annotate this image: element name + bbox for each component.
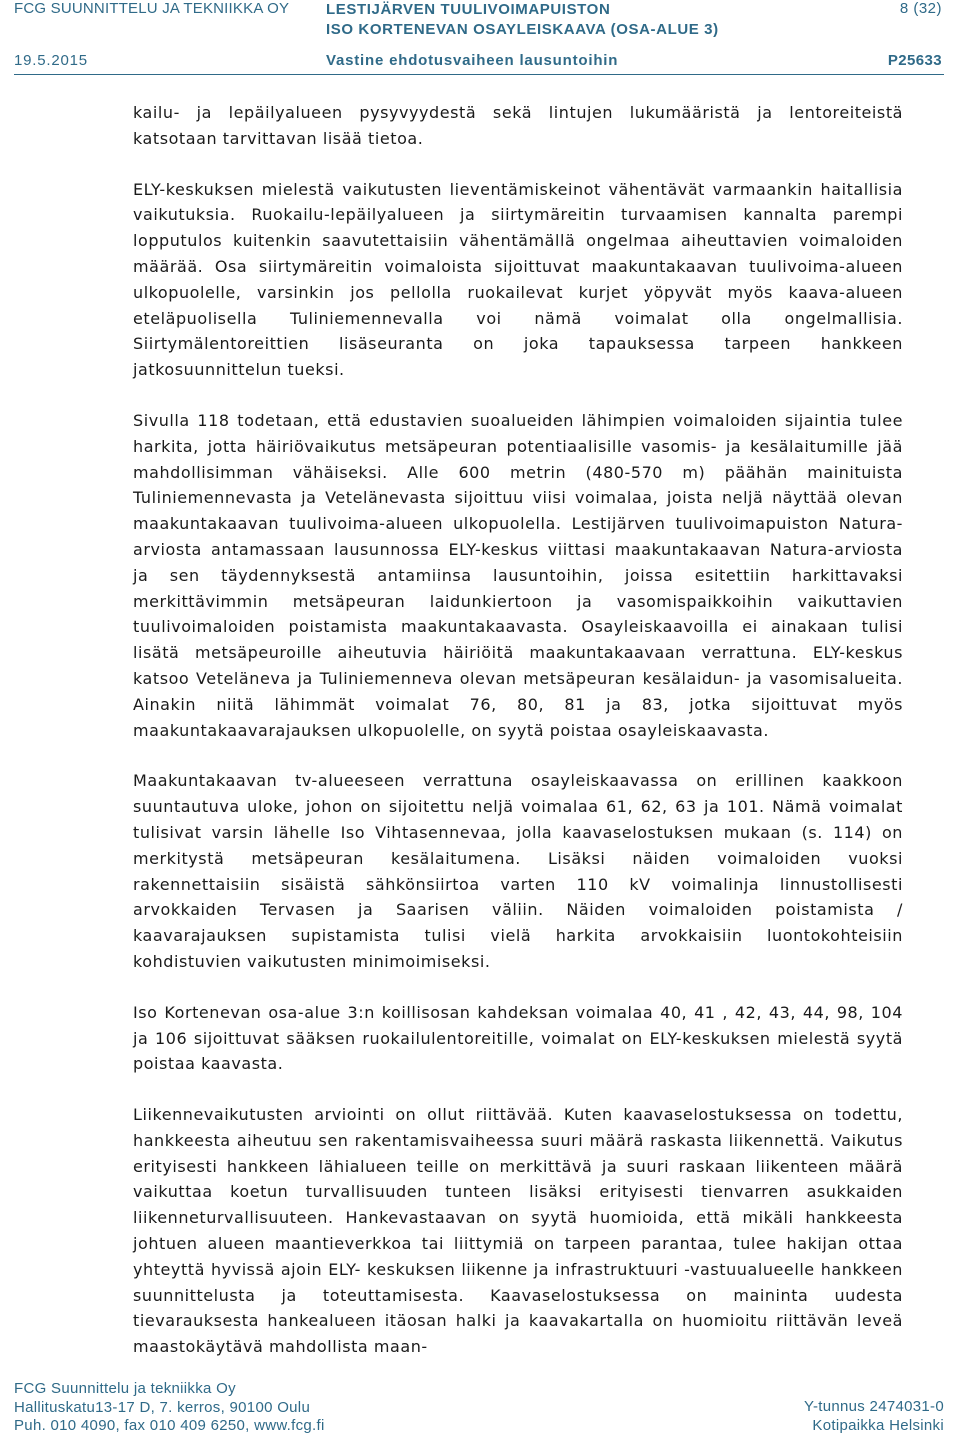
header-subrow <box>14 52 944 75</box>
page-header <box>0 0 960 80</box>
footer-company-info <box>14 1380 325 1436</box>
footer-business-id: Y-tunnus 2474031-0 <box>804 1398 944 1415</box>
header-title-line1: LESTIJÄRVEN TUULIVOIMAPUISTON <box>326 1 611 18</box>
footer-registration <box>804 1398 944 1435</box>
paragraph: Maakuntakaavan tv-alueeseen verrattuna osayleiskaavassa on erillinen kaakkoon suuntautuva uloke, johon on sijoitettu neljä voimalaa 61, 62, 63 ja 101. Nämä voimalat tulisivat varsin lähelle Iso Vihtasennevaa, jolla kaavaselostuksen mukaan (s. 114) on merkitystä metsäpeuran kesälaitumena. Lisäksi näiden voimaloiden vuoksi rakennettaisiin sisäistä sähkönsiirtoa varten 110 kV voimalinja linnustollisesti arvokkaiden Tervasen ja Saarisen väliin. Näiden voimaloiden poistamista / kaavarajauksen supistamista tulisi vielä harkita arvokkaisiin luontokohteisiin kohdistuvien vaikutusten minimoimiseksi. <box>133 771 903 971</box>
document-body <box>133 100 903 1385</box>
page-footer <box>14 1380 944 1438</box>
footer-address: Hallituskatu13-17 D, 7. kerros, 90100 Oulu <box>14 1398 311 1416</box>
page-number: 8 (32) <box>899 0 942 17</box>
project-code: P25633 <box>887 52 942 69</box>
footer-company: FCG Suunnittelu ja tekniikka Oy <box>14 1380 236 1397</box>
header-subtitle: Vastine ehdotusvaiheen lausuntoihin <box>326 52 619 69</box>
paragraph: Sivulla 118 todetaan, että edustavien suoalueiden lähimpien voimaloiden sijaintia tulee harkita, jotta häiriövaikutus metsäpeuran potentiaalisille vasomis- ja kesälaitumille jää mahdollisimman vähäiseksi. Alle 600 metrin (480-570 m) päähän mainituista Tuliniemennevasta ja Vetelänevasta sijoittuu viisi voimalaa, joista neljä näyttää olevan maakuntakaavan tuulivoima-alueen ulkopuolella. Lestijärven tuulivoimapuiston Natura-arviosta antamassaan lausunnossa ELY-keskus viittasi maakuntakaavan Natura-arviosta ja sen täydennyksestä antamiinsa lausuntoihin, joissa esitettiin harkittavaksi merkittävimmin metsäpeuran laidunkiertoon ja vasomispaikkoihin vaikuttavien tuulivoimaloiden poistamista maakuntakaavasta. Osayleiskaavoilla ei ainakaan tulisi lisätä metsäpeuroille aiheutuvia häiriöitä maakuntakaavaan verrattuna. ELY-keskus katsoo Veteläneva ja Tuliniemenneva olevan metsäpeuran kesälaidun- ja vasomisalueita. Ainakin niitä lähimmät voimalat 76, 80, 81 ja 83, jotka sijoittuvat myös maakuntakaavarajauksen ulkopuolelle, on syytä poistaa osayleiskaavasta. <box>133 410 903 740</box>
paragraph: kailu- ja lepäilyalueen pysyvyydestä sekä lintujen lukumääristä ja lentoreiteistä katsotaan tarvittavan lisää tietoa. <box>133 103 903 148</box>
footer-domicile: Kotipaikka Helsinki <box>812 1416 944 1434</box>
paragraph: ELY-keskuksen mielestä vaikutusten lieventämiskeinot vähentävät varmaankin haitallisia vaikutuksia. Ruokailu-lepäilyalueen ja siirtymäreitin turvaamisen kannalta parempi lopputulos kuitenkin saavutettaisiin vähentämällä ongelmaa aiheuttavien voimaloiden määrää. Osa siirtymäreitin voimaloista sijoittuvat maakuntakaavan tuulivoima-alueen ulkopuolelle, varsinkin jos pellolla ruokailevat kurjet yöpyvät myös kaava-alueen eteläpuolisella Tuliniemennevalla voi nämä voimalat olla ongelmallisia. Siirtymälentoreittien lisäseuranta on joka tapauksessa tarpeen hankkeen jatkosuunnittelun tueksi. <box>133 179 903 380</box>
paragraph: Iso Kortenevan osa-alue 3:n koillisosan kahdeksan voimalaa 40, 41 , 42, 43, 44, 98, 104 ja 106 sijoittuvat sääksen ruokailulentoreitille, voimalat on ELY-keskuksen mielestä syytä poistaa kaavasta. <box>133 1002 903 1074</box>
header-company: FCG SUUNNITTELU JA TEKNIIKKA OY <box>14 0 290 17</box>
header-title <box>326 0 719 40</box>
footer-contact: Puh. 010 4090, fax 010 409 6250, www.fcg.fi <box>14 1417 325 1434</box>
header-date: 19.5.2015 <box>14 52 88 69</box>
paragraph: Liikennevaikutusten arviointi on ollut riittävää. Kuten kaavaselostuksessa on todettu, hankkeesta aiheutuu sen rakentamisvaiheessa suuri määrä raskasta liikennettä. Vaikutus erityisesti hankkeen lähialueen teille on merkittävä ja suuri raskaan liikenteen määrä vaikuttaa koetun turvallisuuden tunteen lisäksi erityisesti tienvarren asukkaiden liikenneturvallisuuteen. Hankevastaavan on syytä huomioida, että mikäli hankkeesta johtuen alueen maantieverkkoa tai liittymiä on tarpeen parantaa, tulee hakijan ottaa yhteyttä hyvissä ajoin ELY- keskuksen liikenne ja infrastruktuuri -vastuualueelle hankkeen suunnittelusta ja toteuttamisesta. Kaavaselostuksessa on mainintа uudesta tievarauksesta hankealueen itäosan halki ja kaavakartalla on huomioitu riittävän leveä maastokäytävä mahdollista maan- <box>133 1105 903 1357</box>
header-title-line2: ISO KORTENEVAN OSAYLEISKAAVA (OSA-ALUE 3) <box>326 21 719 38</box>
